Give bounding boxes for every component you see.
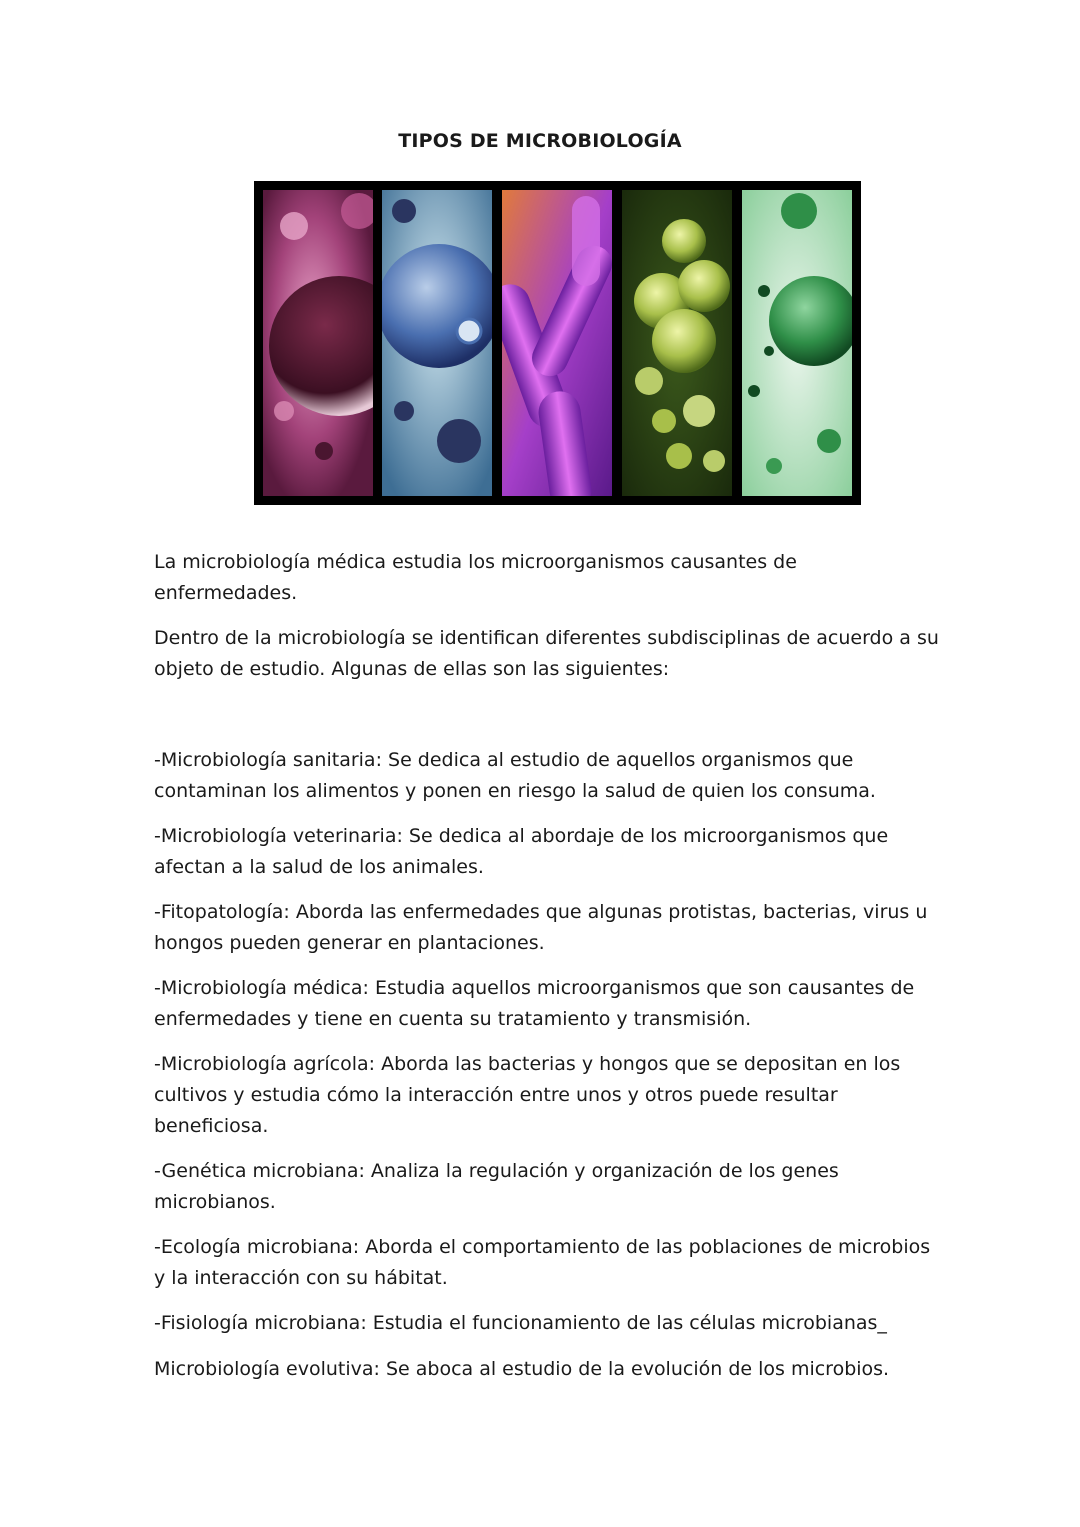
list-item: -Genética microbiana: Analiza la regulación y organización de los genes microbianos. [154, 1160, 839, 1213]
list-item: -Fitopatología: Aborda las enfermedades que algunas protistas, bacterias, virus u hongos pueden generar en plantaciones. [154, 901, 928, 954]
list-item: -Microbiología agrícola: Aborda las bacterias y hongos que se depositan en los cultivos y estudia cómo la interacción entre unos y otros puede resultar beneficiosa. [154, 1053, 901, 1137]
microbe-collage-image [254, 181, 861, 505]
intro-paragraph-2: Dentro de la microbiología se identifican diferentes subdisciplinas de acuerdo a su objeto de estudio. Algunas de ellas son las siguientes: [154, 627, 939, 680]
list-item: Microbiología evolutiva: Se aboca al estudio de la evolución de los microbios. [154, 1358, 890, 1380]
list-item: -Fisiología microbiana: Estudia el funcionamiento de las células microbianas_ [154, 1312, 887, 1334]
list-item: -Microbiología sanitaria: Se dedica al estudio de aquellos organismos que contaminan los alimentos y ponen en riesgo la salud de quien los consuma. [154, 749, 876, 802]
list-item: -Microbiología veterinaria: Se dedica al abordaje de los microorganismos que afectan a la salud de los animales. [154, 825, 889, 878]
page-title: TIPOS DE MICROBIOLOGÍA [398, 130, 682, 152]
list-item: -Ecología microbiana: Aborda el comportamiento de las poblaciones de microbios y la interacción con su hábitat. [154, 1236, 931, 1289]
intro-paragraph-1: La microbiología médica estudia los microorganismos causantes de enfermedades. [154, 551, 797, 604]
list-item: -Microbiología médica: Estudia aquellos microorganismos que son causantes de enfermedades y tiene en cuenta su tratamiento y transmisión. [154, 977, 915, 1030]
